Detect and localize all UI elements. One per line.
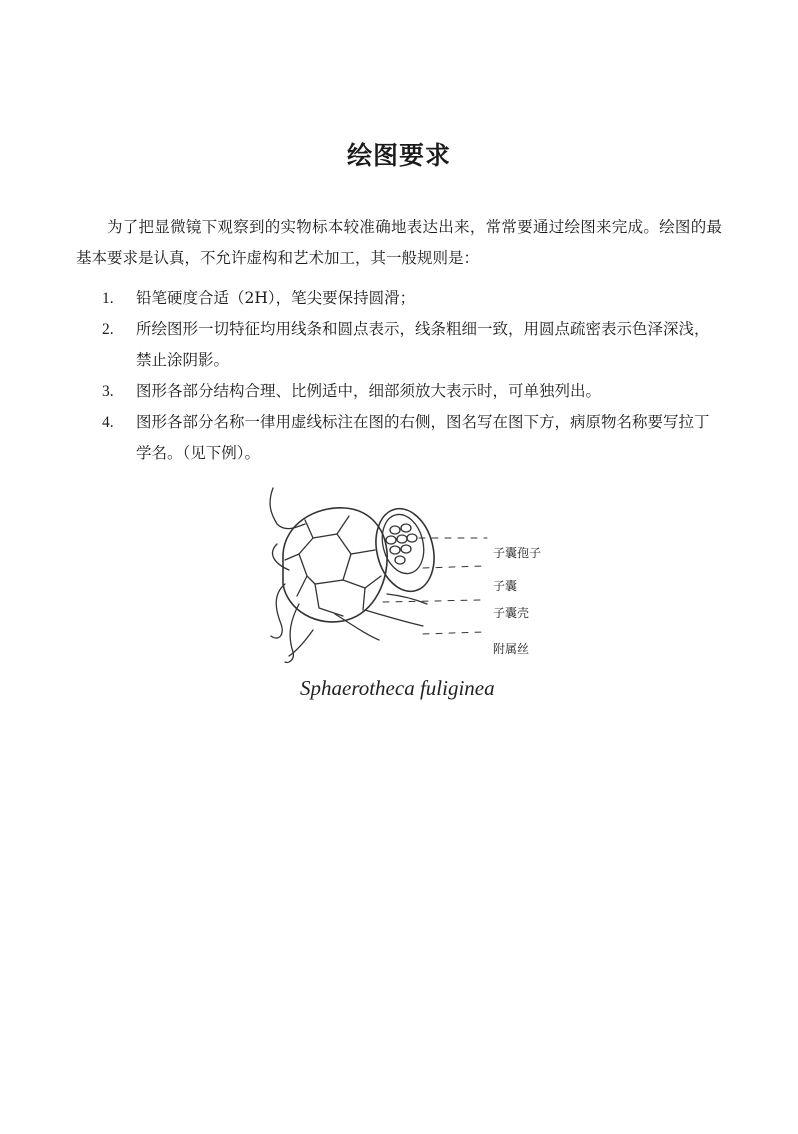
- example-figure: [255, 484, 585, 714]
- figure-caption: Sphaerotheca fuliginea: [300, 676, 495, 700]
- intro-paragraph: 为了把显微镜下观察到的实物标本较准确地表达出来，常常要通过绘图来完成。绘图的最基本要求是认真，不允许虚构和艺术加工，其一般规则是：: [76, 218, 722, 267]
- rule-item: 4. 图形各部分名称一律用虚线标注在图的右侧，图名写在图下方，病原物名称要写拉丁学名。（见下例）。: [102, 413, 710, 462]
- label-appendage: 附属丝: [493, 642, 530, 656]
- label-ascus: 子囊: [493, 579, 518, 593]
- label-ascospore: 子囊孢子: [493, 546, 542, 560]
- rules-list: [76, 283, 722, 469]
- page-title: 绘图要求: [346, 141, 451, 170]
- label-cleistothecium: 子囊壳: [493, 606, 530, 620]
- rule-item: 1. 铅笔硬度合适（2H），笔尖要保持圆滑；: [102, 289, 416, 307]
- rule-item: 3. 图形各部分结构合理、比例适中，细部须放大表示时，可单独列出。: [102, 382, 602, 400]
- rule-item: 2. 所绘图形一切特征均用线条和圆点表示，线条粗细一致，用圆点疏密表示色泽深浅，禁止涂阴影。: [102, 320, 710, 369]
